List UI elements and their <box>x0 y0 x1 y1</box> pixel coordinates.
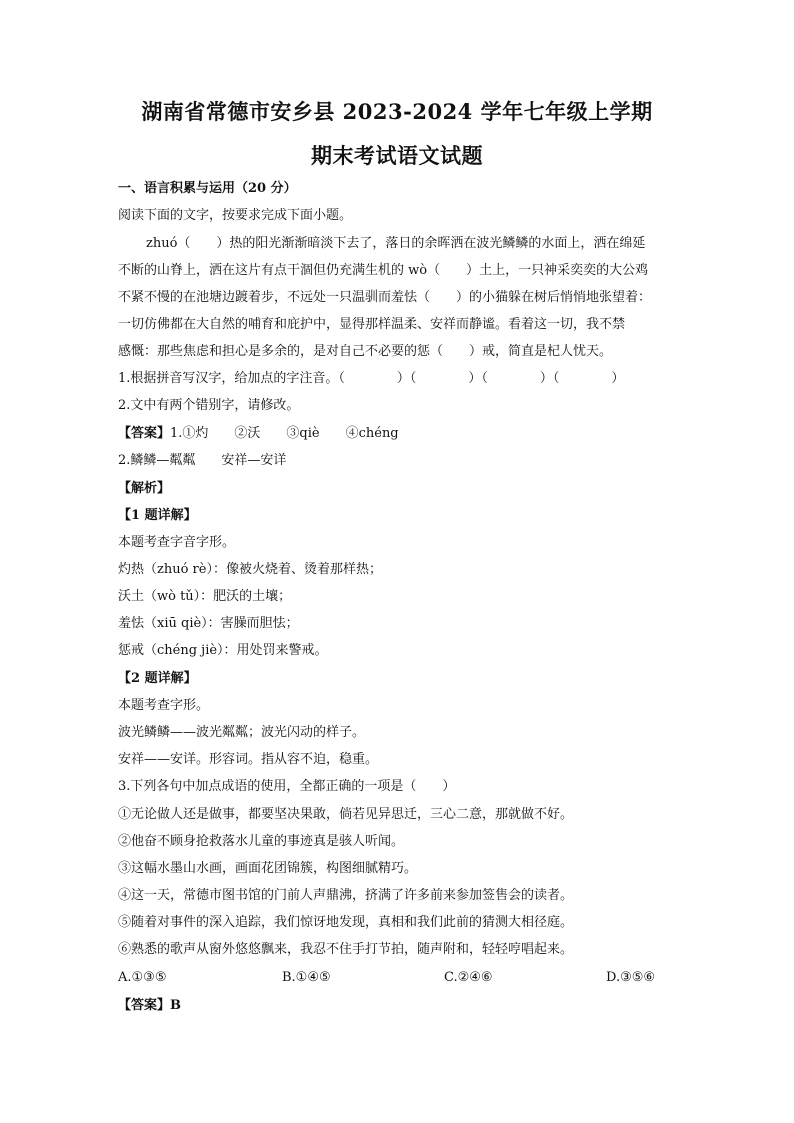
question-3-item: ⑤随着对事件的深入追踪，我们惊讶地发现，真相和我们此前的猜测大相径庭。 <box>118 915 574 930</box>
detail-2-line: 本题考查字形。 <box>118 698 210 713</box>
detail-1-line: 惩戒（chéng jiè）：用处罚来警戒。 <box>118 643 328 658</box>
option-c: C.②④⑥ <box>444 970 493 985</box>
instruction-text: 阅读下面的文字，按要求完成下面小题。 <box>118 208 353 223</box>
detail-1-line: 灼热（zhuó rè）：像被火烧着、烫着那样热； <box>118 562 382 577</box>
option-b: B.①④⑤ <box>282 970 331 985</box>
passage-line: 一切仿佛都在大自然的哺育和庇护中，显得那样温柔、安祥而静谧。看着这一切，我不禁 <box>118 317 626 332</box>
question-3-answer: 【答案】B <box>118 998 181 1013</box>
question-3-item: ⑥熟悉的歌声从窗外悠悠飘来，我忍不住手打节拍，随声附和，轻轻哼唱起来。 <box>118 942 574 957</box>
passage-line: zhuó（ ）热的阳光渐渐暗淡下去了，落日的余晖洒在波光鳞鳞的水面上，洒在绵延 <box>146 236 646 251</box>
question-2: 2.文中有两个错别字，请修改。 <box>118 398 300 413</box>
question-3-item: ②他奋不顾身抢救落水儿童的事迹真是骇人听闻。 <box>118 834 405 849</box>
detail-1-line: 羞怯（xiū qiè）：害臊而胆怯； <box>118 616 299 631</box>
detail-2-line: 波光鳞鳞——波光粼粼；波光闪动的样子。 <box>118 725 366 740</box>
passage-line: 不紧不慢的在池塘边踱着步，不远处一只温驯而羞怯（ ）的小猫躲在树后悄悄地张望着： <box>118 290 652 305</box>
question-3-item: ①无论做人还是做事，都要坚决果敢，倘若见异思迁，三心二意，那就做不好。 <box>118 807 574 822</box>
question-3-item: ③这幅水墨山水画，画面花团锦簇，构图细腻精巧。 <box>118 861 418 876</box>
doc-title-line1: 湖南省常德市安乡县 2023-2024 学年七年级上学期 <box>141 99 653 124</box>
option-d: D.③⑤⑥ <box>606 970 656 985</box>
question-1: 1.根据拼音写汉字，给加点的字注音。（ ）（ ）（ ）（ ） <box>118 371 625 386</box>
answer-text: 1.①灼 ②沃 ③qiè ④chéng <box>170 426 399 441</box>
detail-2-label: 【2 题详解】 <box>118 671 197 686</box>
option-a: A.①③⑤ <box>118 970 167 985</box>
analysis-label: 【解析】 <box>118 481 171 496</box>
answer-label: 【答案】 <box>118 426 171 441</box>
passage-line: 不断的山脊上，洒在这片有点干涸但仍充满生机的 wò（ ）土上，一只神采奕奕的大公鸡 <box>118 263 649 278</box>
detail-2-line: 安祥——安详。形容词。指从容不迫，稳重。 <box>118 752 379 767</box>
detail-1-line: 本题考查字音字形。 <box>118 535 236 550</box>
answer-line-2: 2.鳞鳞—粼粼 安祥—安详 <box>118 453 287 468</box>
question-3: 3.下列各句中加点成语的使用，全都正确的一项是（ ） <box>118 779 456 794</box>
detail-1-label: 【1 题详解】 <box>118 508 197 523</box>
doc-title-line2: 期末考试语文试题 <box>311 143 483 168</box>
question-3-item: ④这一天，常德市图书馆的门前人声鼎沸，挤满了许多前来参加签售会的读者。 <box>118 888 574 903</box>
answer-line-1 <box>118 425 399 443</box>
section-heading: 一、语言积累与运用（20 分） <box>118 181 297 196</box>
passage-line: 感慨：那些焦虑和担心是多余的，是对自己不必要的惩（ ）戒，简直是杞人忧天。 <box>118 344 613 359</box>
detail-1-line: 沃土（wò tǔ）：肥沃的土壤； <box>118 589 292 604</box>
